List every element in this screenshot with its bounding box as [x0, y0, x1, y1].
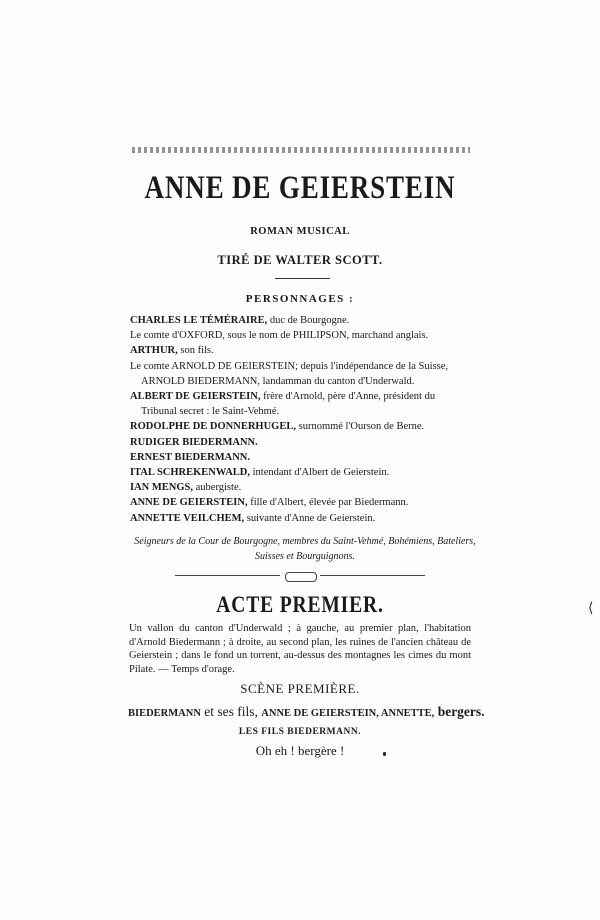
cast-desc: Le comte d'OXFORD, sous le nom de PHILIPSON, marchand anglais.	[130, 330, 429, 342]
cast-desc: Le comte ARNOLD DE GEIERSTEIN; depuis l'indépendance de la Suisse,	[130, 360, 448, 372]
cast-desc: son fils.	[177, 345, 214, 357]
cast-name: RUDIGER BIEDERMANN.	[130, 436, 258, 448]
scene-char-b: et ses fils,	[200, 704, 262, 719]
cast-desc: frère d'Arnold, père d'Anne, président du	[260, 391, 436, 403]
cast-desc: intendant d'Albert de Geierstein.	[250, 467, 390, 479]
cast-item	[130, 435, 490, 450]
cast-name: ERNEST BIEDERMANN.	[130, 451, 250, 463]
cast-desc: ARNOLD BIEDERMANN, landamman du canton d'Underwald.	[141, 375, 415, 387]
setting-description: Un vallon du canton d'Underwald ; à gauche, au premier plan, l'habitation d'Arnold Biedermann ; à droite, au second plan, les ruines de l'ancien château de Geierstein ; dans le fond un torrent, au-dessus des montagnes les cimes du mont Pilate. — Temps d'orage.	[129, 623, 471, 675]
cast-item	[130, 480, 490, 495]
cast-item	[130, 419, 490, 434]
cast-item	[130, 495, 490, 510]
cast-item	[130, 343, 490, 358]
cast-item	[130, 374, 490, 389]
cast-item	[130, 450, 490, 465]
cast-name: ALBERT DE GEIERSTEIN,	[130, 391, 261, 403]
source-line: TIRÉ DE WALTER SCOTT.	[217, 253, 383, 267]
cast-desc: Tribunal secret : le Saint-Vehmé.	[141, 406, 280, 418]
scene-char-a: BIEDERMANN	[128, 708, 201, 719]
scene-char-c: ANNE DE GEIERSTEIN, ANNETTE,	[261, 708, 435, 719]
cast-item	[130, 389, 490, 404]
cast-item	[130, 328, 490, 343]
cast-item	[130, 404, 490, 419]
margin-mark: ⟨	[588, 601, 594, 616]
cast-name: IAN MENGS,	[130, 482, 194, 494]
cast-desc: suivante d'Anne de Geierstein.	[244, 512, 376, 524]
scene-char-d: bergers.	[434, 704, 485, 719]
scene-title: SCÈNE PREMIÈRE.	[240, 681, 360, 696]
page-title: ANNE DE GEIERSTEIN	[144, 170, 456, 206]
cast-list	[130, 313, 490, 526]
cast-item	[130, 465, 490, 480]
cast-desc: fille d'Albert, élevée par Biedermann.	[247, 497, 409, 509]
cast-item	[130, 511, 490, 526]
ornamental-rule-top	[132, 147, 470, 153]
cast-desc: aubergiste.	[193, 482, 242, 494]
cast-desc: surnommé l'Ourson de Berne.	[295, 421, 425, 433]
scene-characters	[128, 704, 485, 720]
cast-name: ITAL SCHREKENWALD,	[130, 467, 251, 479]
cast-name: CHARLES LE TÉMÉRAIRE,	[130, 315, 268, 326]
ink-mark	[383, 752, 386, 756]
cast-name: ARTHUR,	[130, 345, 178, 357]
cast-name: ANNETTE VEILCHEM,	[130, 512, 245, 524]
ornamental-divider	[175, 572, 425, 580]
cast-name: RODOLPHE DE DONNERHUGEL,	[130, 421, 296, 433]
lyric-line: Oh eh ! bergère !	[255, 743, 345, 758]
act-title: ACTE PREMIER.	[216, 592, 384, 617]
extras-line: Seigneurs de la Cour de Bourgogne, membres du Saint-Vehmé, Bohémiens, Bateliers, Suisses et Bourguignons.	[134, 536, 476, 562]
cast-item	[130, 313, 490, 328]
cast-header: PERSONNAGES :	[245, 293, 355, 305]
speaker-label: LES FILS BIEDERMANN.	[238, 727, 362, 737]
cast-name: ANNE DE GEIERSTEIN,	[130, 497, 248, 509]
subtitle: ROMAN MUSICAL	[250, 226, 350, 237]
short-divider	[275, 278, 330, 279]
cast-desc: duc de Bourgogne.	[267, 315, 350, 326]
cast-item	[130, 359, 490, 374]
